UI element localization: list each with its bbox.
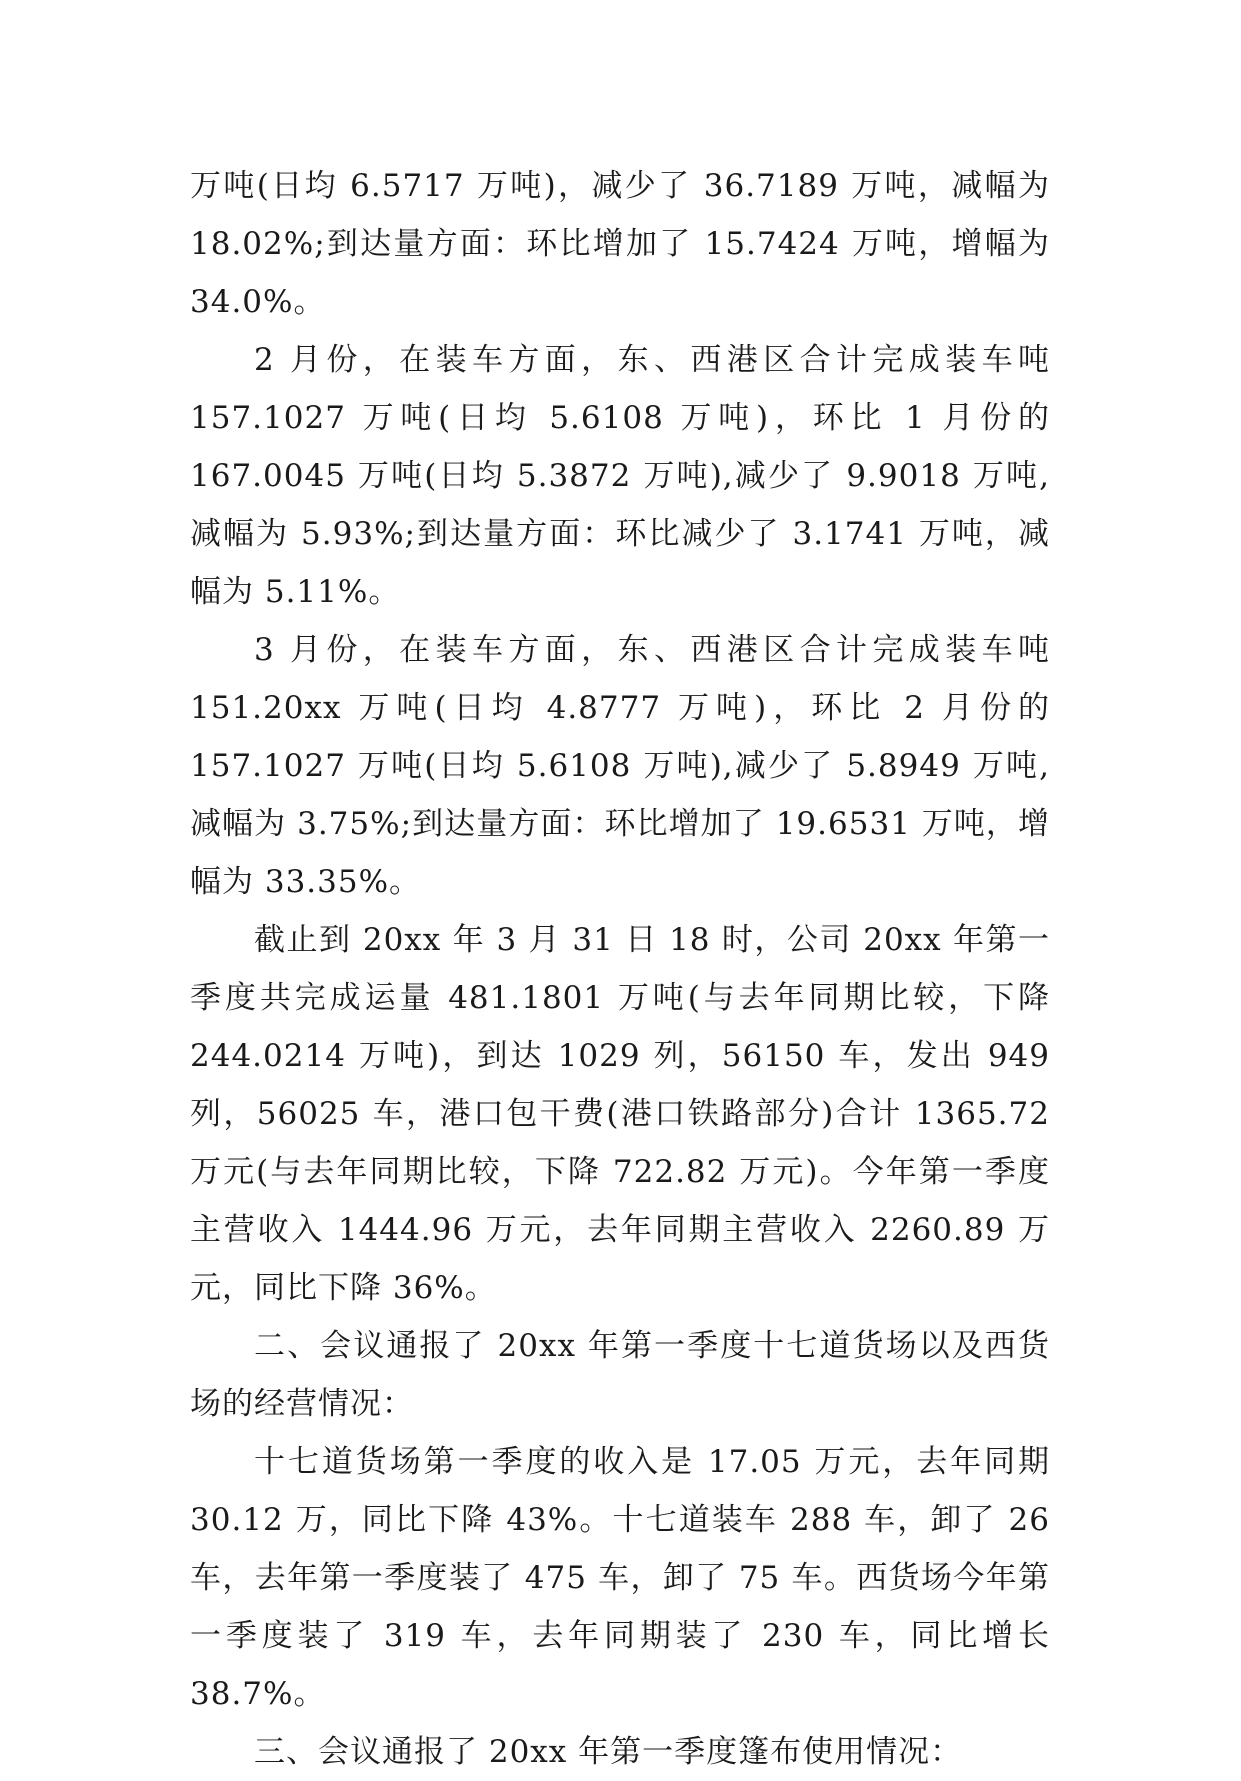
paragraph-february: 2 月份，在装车方面，东、西港区合计完成装车吨 157.1027 万吨(日均 5.6108 万吨)，环比 1 月份的 167.0045 万吨(日均 5.3872 万吨),减少了 9.9018 万吨,减幅为 5.93%;到达量方面：环比减少了 3.1741 万吨，减幅为 5.11%。 [190,342,1050,610]
document-body [190,157,1050,1781]
section-heading-tarpaulin: 三、会议通报了 20xx 年第一季度篷布使用情况： [254,1734,963,1770]
paragraph-march: 3 月份，在装车方面，东、西港区合计完成装车吨 151.20xx 万吨(日均 4.8777 万吨)，环比 2 月份的 157.1027 万吨(日均 5.6108 万吨),减少了 5.8949 万吨,减幅为 3.75%;到达量方面：环比增加了 19.6531 万吨，增幅为 33.35%。 [190,632,1050,900]
paragraph-freight-yards: 十七道货场第一季度的收入是 17.05 万元，去年同期 30.12 万，同比下降 43%。十七道装车 288 车，卸了 26 车，去年第一季度装了 475 车，卸了 75 车。西货场今年第一季度装了 319 车，去年同期装了 230 车，同比增长 38.7%。 [190,1444,1050,1712]
section-heading-freight-yards: 二、会议通报了 20xx 年第一季度十七道货场以及西货场的经营情况： [190,1328,1050,1422]
paragraph-continuation: 万吨(日均 6.5717 万吨)，减少了 36.7189 万吨，减幅为 18.02%;到达量方面：环比增加了 15.7424 万吨，增幅为 34.0%。 [190,168,1050,320]
paragraph-q1-summary: 截止到 20xx 年 3 月 31 日 18 时，公司 20xx 年第一季度共完成运量 481.1801 万吨(与去年同期比较，下降 244.0214 万吨)，到达 1029 列，56150 车，发出 949 列，56025 车，港口包干费(港口铁路部分)合计 1365.72 万元(与去年同期比较，下降 722.82 万元)。今年第一季度主营收入 1444.96 万元，去年同期主营收入 2260.89 万元，同比下降 36%。 [190,922,1050,1306]
